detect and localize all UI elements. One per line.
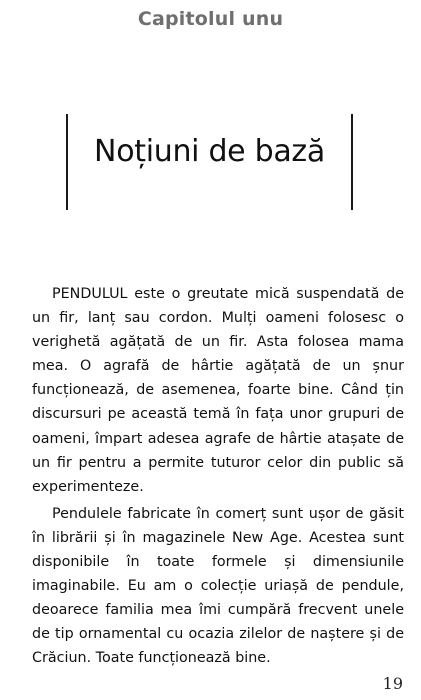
paragraph: PENDULUL este o greutate mică suspendată de un fir, lanț sau cordon. Mulți oameni folosesc o verighetă agățată de un fir. Asta folosea mama mea. O agrafă de hârtie agățată de un șnur funcționează, de asemenea, foarte bine. Când țin discursuri pe această temă în fața unor grupuri de oameni, împart adesea agrafe de hârtie atașate de un fir pentru a permite tuturor celor din public să experimenteze. — [32, 286, 404, 495]
body-text — [32, 282, 404, 671]
page-number: 19 — [382, 674, 403, 693]
title-right-rule — [351, 114, 353, 210]
paragraph: Pendulele fabricate în comerț sunt ușor de găsit în librării și în magazinele New Age. Acestea sunt disponibile în toate formele și dimensiunile imaginabile. Eu am o colecție uriașă de pendule, deoarece familia mea îmi cumpără frecvent unele de tip ornamental cu ocazia zilelor de naștere și de Crăciun. Toate funcționează bine. — [32, 505, 404, 667]
chapter-title: Noțiuni de bază — [94, 134, 325, 169]
chapter-label: Capitolul unu — [137, 8, 284, 30]
